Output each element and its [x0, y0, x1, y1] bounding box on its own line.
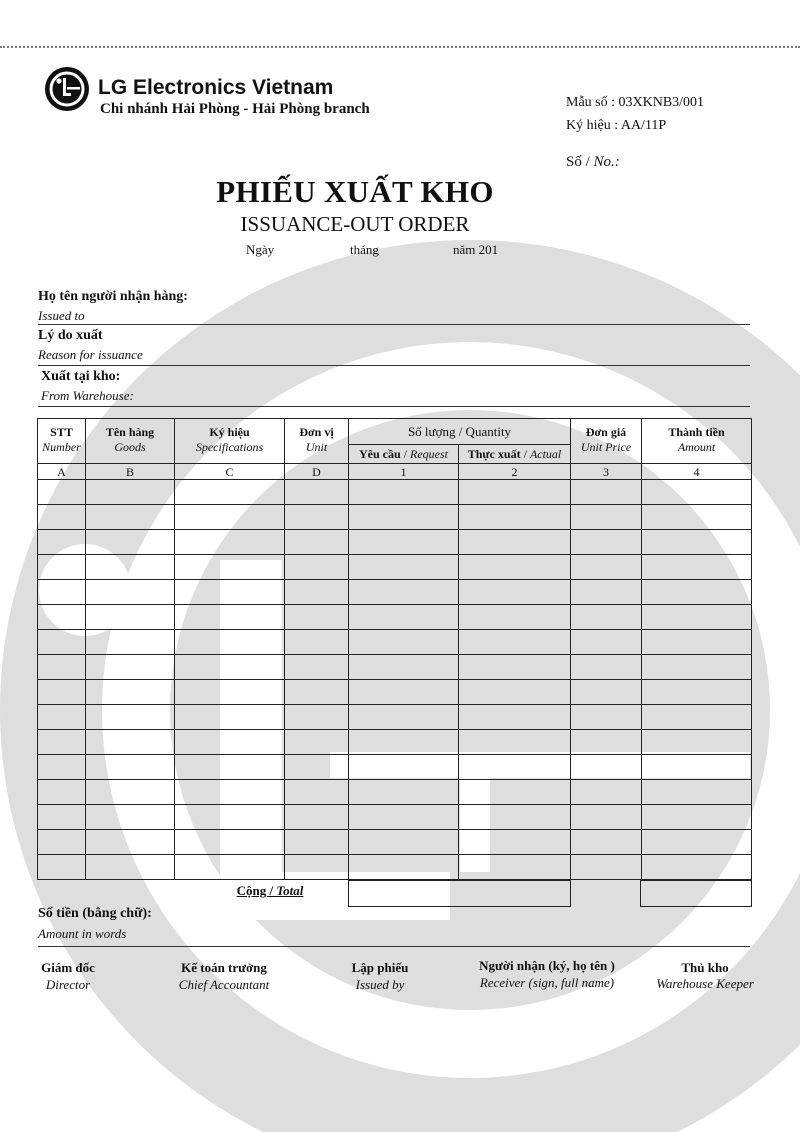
branch-name: Chi nhánh Hải Phòng - Hải Phòng branch — [100, 101, 370, 117]
table-cell[interactable] — [285, 855, 349, 880]
table-cell[interactable] — [38, 630, 86, 655]
table-cell[interactable] — [175, 705, 285, 730]
table-cell[interactable] — [642, 755, 752, 780]
table-cell[interactable] — [175, 605, 285, 630]
table-cell[interactable] — [86, 555, 175, 580]
table-row — [38, 605, 752, 630]
table-cell[interactable] — [459, 480, 571, 505]
date-day: Ngày — [246, 242, 275, 257]
table-cell[interactable] — [642, 480, 752, 505]
table-cell[interactable] — [642, 730, 752, 755]
table-cell[interactable] — [175, 555, 285, 580]
table-cell[interactable] — [86, 530, 175, 555]
page-subtitle: ISSUANCE-OUT ORDER — [240, 212, 470, 236]
table-cell[interactable] — [642, 680, 752, 705]
table-cell[interactable] — [571, 830, 642, 855]
table-cell[interactable] — [175, 755, 285, 780]
table-cell[interactable] — [38, 605, 86, 630]
table-cell[interactable] — [285, 480, 349, 505]
col-header-goods: Tên hàng Goods — [86, 419, 175, 464]
signature-director-label-en: Director — [45, 977, 91, 992]
table-cell[interactable] — [571, 605, 642, 630]
table-cell[interactable] — [571, 755, 642, 780]
table-cell[interactable] — [571, 780, 642, 805]
column-code: 1 — [349, 464, 459, 480]
table-cell[interactable] — [86, 730, 175, 755]
table-cell[interactable] — [38, 830, 86, 855]
table-cell[interactable] — [459, 680, 571, 705]
signature-receiver-label: Người nhận (ký, họ tên ) — [479, 958, 615, 973]
table-cell[interactable] — [349, 680, 459, 705]
table-cell[interactable] — [86, 580, 175, 605]
table-cell[interactable] — [38, 855, 86, 880]
col-header-quantity: Số lượng / Quantity — [349, 419, 571, 445]
recipient-label: Họ tên người nhận hàng: — [38, 289, 188, 304]
table-cell[interactable] — [86, 705, 175, 730]
table-cell[interactable] — [86, 755, 175, 780]
table-cell[interactable] — [571, 555, 642, 580]
table-row — [38, 780, 752, 805]
table-cell[interactable] — [175, 480, 285, 505]
col-header-amount: Thành tiền Amount — [642, 419, 752, 464]
table-row — [38, 630, 752, 655]
table-cell[interactable] — [285, 530, 349, 555]
table-cell[interactable] — [642, 705, 752, 730]
table-cell[interactable] — [175, 505, 285, 530]
warehouse-label: Xuất tại kho: — [41, 369, 121, 384]
table-cell[interactable] — [571, 730, 642, 755]
signature-warehouse-keeper-label-en: Warehouse Keeper — [656, 976, 754, 991]
table-cell[interactable] — [349, 780, 459, 805]
table-cell[interactable] — [349, 605, 459, 630]
table-cell[interactable] — [38, 780, 86, 805]
column-code-row — [38, 464, 752, 480]
table-cell[interactable] — [459, 780, 571, 805]
signature-accountant-label: Kế toán trưởng — [181, 960, 267, 975]
table-cell[interactable] — [642, 830, 752, 855]
table-cell[interactable] — [642, 605, 752, 630]
table-row — [38, 855, 752, 880]
table-cell[interactable] — [349, 730, 459, 755]
column-code: B — [86, 464, 175, 480]
table-cell[interactable] — [349, 705, 459, 730]
table-cell[interactable] — [86, 855, 175, 880]
table-cell[interactable] — [285, 805, 349, 830]
table-cell[interactable] — [38, 555, 86, 580]
table-cell[interactable] — [571, 805, 642, 830]
signature-accountant-label-en: Chief Accountant — [178, 977, 270, 992]
table-cell[interactable] — [285, 630, 349, 655]
col-header-unit: Đơn vị Unit — [285, 419, 349, 464]
amount-words-label: Số tiền (bằng chữ): — [38, 906, 152, 921]
table-cell[interactable] — [459, 630, 571, 655]
table-cell[interactable] — [86, 680, 175, 705]
table-cell[interactable] — [571, 630, 642, 655]
recipient-line[interactable] — [38, 324, 750, 325]
warehouse-line[interactable] — [38, 406, 750, 407]
table-cell[interactable] — [459, 755, 571, 780]
lg-logo-icon — [44, 66, 90, 112]
table-row — [38, 705, 752, 730]
table-row — [38, 755, 752, 780]
column-code: A — [38, 464, 86, 480]
table-cell[interactable] — [571, 680, 642, 705]
table-cell[interactable] — [349, 505, 459, 530]
warehouse-label-en: From Warehouse: — [41, 388, 134, 403]
table-cell[interactable] — [459, 505, 571, 530]
table-row — [38, 655, 752, 680]
column-code: D — [285, 464, 349, 480]
table-cell[interactable] — [349, 555, 459, 580]
table-cell[interactable] — [86, 655, 175, 680]
table-row — [38, 530, 752, 555]
col-header-unit-price: Đơn giá Unit Price — [571, 419, 642, 464]
table-cell[interactable] — [285, 555, 349, 580]
table-row — [38, 730, 752, 755]
table-cell[interactable] — [459, 580, 571, 605]
table-cell[interactable] — [642, 655, 752, 680]
reason-label: Lý do xuất — [38, 328, 103, 343]
table-cell[interactable] — [38, 530, 86, 555]
table-cell[interactable] — [349, 655, 459, 680]
column-code: 4 — [642, 464, 752, 480]
perforation-line — [0, 46, 800, 48]
table-cell[interactable] — [459, 705, 571, 730]
col-header-request: Yêu cầu / Request — [349, 445, 459, 464]
table-row — [38, 480, 752, 505]
col-header-specifications: Ký hiệu Specifications — [175, 419, 285, 464]
table-cell[interactable] — [38, 730, 86, 755]
table-cell[interactable] — [285, 730, 349, 755]
table-cell[interactable] — [175, 630, 285, 655]
table-cell[interactable] — [86, 780, 175, 805]
table-cell[interactable] — [459, 830, 571, 855]
column-code: 3 — [571, 464, 642, 480]
table-cell[interactable] — [459, 530, 571, 555]
reason-label-en: Reason for issuance — [38, 347, 143, 362]
table-cell[interactable] — [459, 605, 571, 630]
table-cell[interactable] — [349, 530, 459, 555]
table-row — [38, 555, 752, 580]
table-cell[interactable] — [642, 580, 752, 605]
form-number: Mẫu số : 03XKNB3/001 — [566, 95, 705, 110]
table-row — [38, 830, 752, 855]
signature-warehouse-keeper-label: Thủ kho — [681, 960, 729, 975]
table-cell[interactable] — [642, 555, 752, 580]
table-cell[interactable] — [571, 580, 642, 605]
table-cell[interactable] — [86, 830, 175, 855]
signature-director-label: Giám đốc — [41, 960, 95, 975]
amount-words-label-en: Amount in words — [38, 926, 127, 941]
table-cell[interactable] — [349, 480, 459, 505]
table-cell[interactable] — [175, 780, 285, 805]
table-row — [38, 580, 752, 605]
table-cell[interactable] — [285, 680, 349, 705]
table-row — [38, 805, 752, 830]
table-cell[interactable] — [571, 855, 642, 880]
signature-issuer-label-en: Issued by — [355, 977, 405, 992]
total-quantity-box[interactable] — [348, 880, 571, 907]
table-cell[interactable] — [571, 705, 642, 730]
table-row — [38, 505, 752, 530]
form-symbol: Ký hiệu : AA/11P — [566, 118, 667, 133]
table-cell[interactable] — [642, 805, 752, 830]
col-header-number: STT Number — [38, 419, 86, 464]
table-cell[interactable] — [349, 755, 459, 780]
table-cell[interactable] — [642, 630, 752, 655]
table-cell[interactable] — [86, 630, 175, 655]
table-cell[interactable] — [38, 705, 86, 730]
table-cell[interactable] — [642, 505, 752, 530]
table-cell[interactable] — [571, 655, 642, 680]
signature-issuer-label: Lập phiếu — [351, 960, 409, 975]
table-cell[interactable] — [459, 855, 571, 880]
table-row — [38, 680, 752, 705]
table-cell[interactable] — [38, 655, 86, 680]
table-cell[interactable] — [285, 755, 349, 780]
recipient-label-en: Issued to — [38, 308, 85, 323]
table-cell[interactable] — [86, 480, 175, 505]
table-cell[interactable] — [285, 655, 349, 680]
table-cell[interactable] — [175, 805, 285, 830]
table-cell[interactable] — [285, 505, 349, 530]
table-cell[interactable] — [642, 780, 752, 805]
table-cell[interactable] — [285, 705, 349, 730]
table-cell[interactable] — [86, 805, 175, 830]
total-label: Cộng / Total — [236, 883, 304, 898]
table-cell[interactable] — [459, 730, 571, 755]
total-amount-box[interactable] — [640, 880, 752, 907]
col-header-actual: Thực xuất / Actual — [459, 445, 571, 464]
table-cell[interactable] — [459, 555, 571, 580]
table-cell[interactable] — [349, 630, 459, 655]
table-cell[interactable] — [349, 855, 459, 880]
table-cell[interactable] — [175, 580, 285, 605]
date-month: tháng — [350, 242, 379, 257]
reason-line[interactable] — [38, 365, 750, 366]
table-cell[interactable] — [175, 855, 285, 880]
table-cell[interactable] — [175, 680, 285, 705]
table-cell[interactable] — [175, 530, 285, 555]
table-cell[interactable] — [571, 505, 642, 530]
page-title: PHIẾU XUẤT KHO — [216, 174, 494, 209]
table-cell[interactable] — [642, 530, 752, 555]
table-cell[interactable] — [459, 655, 571, 680]
table-cell[interactable] — [86, 505, 175, 530]
table-cell[interactable] — [86, 605, 175, 630]
column-code: C — [175, 464, 285, 480]
table-cell[interactable] — [38, 680, 86, 705]
table-cell[interactable] — [38, 480, 86, 505]
table-cell[interactable] — [38, 805, 86, 830]
table-cell[interactable] — [571, 480, 642, 505]
table-cell[interactable] — [38, 755, 86, 780]
company-name: LG Electronics Vietnam — [98, 76, 334, 99]
column-code: 2 — [459, 464, 571, 480]
table-cell[interactable] — [175, 830, 285, 855]
amount-words-line[interactable] — [38, 946, 750, 947]
date-year: năm 201 — [453, 242, 499, 257]
table-cell[interactable] — [38, 505, 86, 530]
table-cell[interactable] — [349, 830, 459, 855]
table-cell[interactable] — [175, 730, 285, 755]
items-table — [37, 418, 752, 880]
table-cell[interactable] — [349, 580, 459, 605]
document-number: Số / No.: — [566, 154, 620, 170]
signature-receiver-label-en: Receiver (sign, full name) — [479, 975, 615, 990]
table-cell[interactable] — [285, 830, 349, 855]
table-cell[interactable] — [285, 605, 349, 630]
table-cell[interactable] — [459, 805, 571, 830]
table-cell[interactable] — [38, 580, 86, 605]
table-cell[interactable] — [175, 655, 285, 680]
table-cell[interactable] — [285, 780, 349, 805]
table-cell[interactable] — [642, 855, 752, 880]
table-cell[interactable] — [571, 530, 642, 555]
table-cell[interactable] — [285, 580, 349, 605]
table-cell[interactable] — [349, 805, 459, 830]
